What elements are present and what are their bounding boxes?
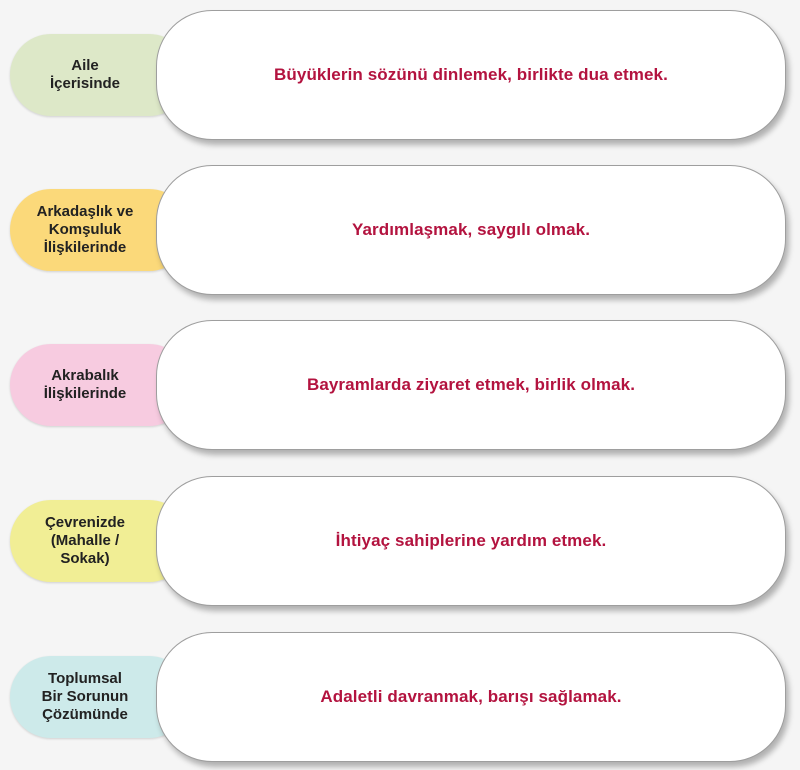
description-card [156,165,786,295]
description-card [156,476,786,606]
category-label: Akrabalık İlişkilerinde [43,367,127,402]
description-card [156,632,786,762]
row-friendship [0,163,800,299]
row-neighborhood [0,474,800,610]
category-label: Toplumsal Bir Sorunun Çözümünde [41,670,129,723]
category-label: Aile İçerisinde [49,57,121,92]
description-text: Adaletli davranmak, barışı sağlamak. [320,687,622,706]
description-text: İhtiyaç sahiplerine yardım etmek. [335,531,607,550]
row-family [0,8,800,144]
description-card [156,320,786,450]
category-label: Arkadaşlık ve Komşuluk İlişkilerinde [36,203,134,256]
description-text: Yardımlaşmak, saygılı olmak. [351,220,591,239]
description-text: Bayramlarda ziyaret etmek, birlik olmak. [306,375,636,394]
category-label: Çevrenizde (Mahalle / Sokak) [44,514,126,567]
description-card [156,10,786,140]
row-relatives [0,318,800,454]
description-text: Büyüklerin sözünü dinlemek, birlikte dua etmek. [274,65,668,84]
row-society [0,630,800,766]
